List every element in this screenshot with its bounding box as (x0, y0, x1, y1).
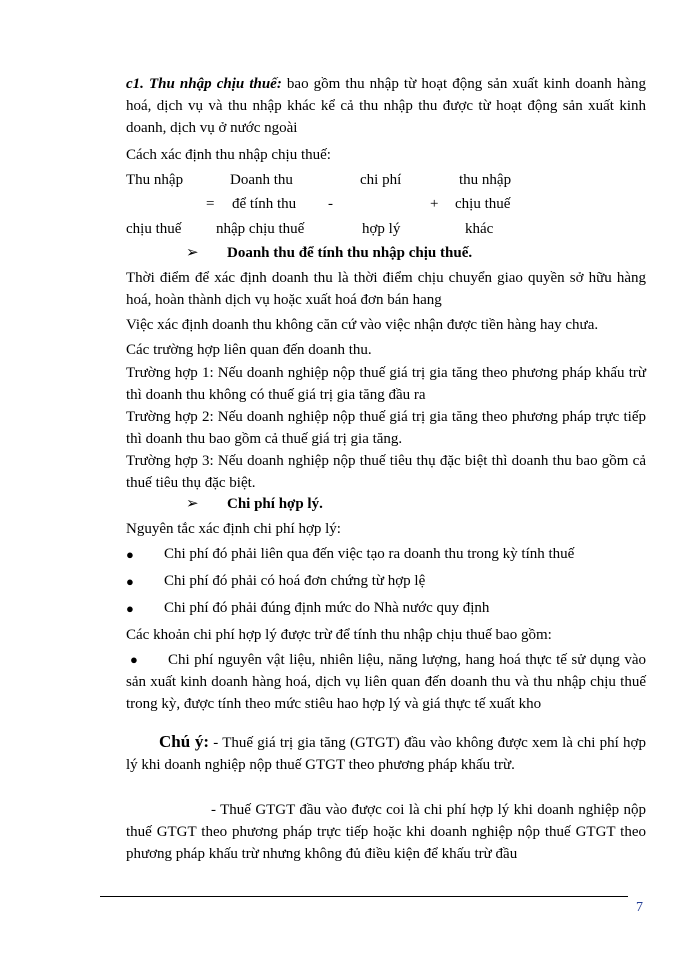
formula-plus: + (430, 196, 439, 212)
deductible-intro: Các khoản chi phí hợp lý được trừ để tính thu nhập chịu thuế bao gồm: (126, 627, 552, 643)
note-text-1: - Thuế giá trị gia tăng (GTGT) đầu vào không được xem là chi phí hợp lý khi doanh nghiệp nộp thuế GTGT theo phương pháp khấu trừ. (126, 735, 646, 773)
costs-principle: Nguyên tắc xác định chi phí hợp lý: (126, 521, 341, 537)
bullet-icon: ● (126, 574, 134, 589)
revenue-case-1: Trường hợp 1: Nếu doanh nghiệp nộp thuế giá trị gia tăng theo phương pháp khấu trừ thì doanh thu không có thuế giá trị gia tăng đầu ra (126, 365, 646, 403)
revenue-heading: Doanh thu để tính thu nhập chịu thuế. (227, 245, 473, 261)
costs-bullet-1: Chi phí đó phải liên qua đến việc tạo ra doanh thu trong kỳ tính thuế (164, 546, 575, 562)
note-paragraph-1 (126, 731, 646, 776)
formula-r3-c4: khác (465, 221, 494, 237)
costs-heading: Chi phí hợp lý. (227, 496, 323, 512)
revenue-paragraph-1: Thời điểm để xác định doanh thu là thời điểm chịu chuyển giao quyền sở hữu hàng hoá, hoàn thành dịch vụ hoặc xuất hoá đơn bán hang (126, 270, 646, 308)
formula-r1-c4: thu nhập (459, 172, 512, 188)
note-paragraph-2: - Thuế GTGT đầu vào được coi là chi phí hợp lý khi doanh nghiệp nộp thuế GTGT theo phương pháp trực tiếp hoặc khi doanh nghiệp nộp thuế GTGT theo phương pháp khấu trừ nhưng không đủ điều kiện để khấu trừ đầu (126, 802, 646, 862)
formula-r3-c1: chịu thuế (126, 221, 182, 237)
costs-bullet-2: Chi phí đó phải có hoá đơn chứng từ hợp lệ (164, 573, 426, 589)
arrow-bullet-icon: ➢ (186, 496, 199, 512)
formula-r1-c2: Doanh thu (230, 172, 293, 188)
formula-intro: Cách xác định thu nhập chịu thuế: (126, 147, 331, 163)
footer-divider (100, 896, 628, 897)
bullet-icon: ● (126, 601, 134, 616)
formula-minus: - (328, 196, 333, 212)
bullet-icon: ● (126, 547, 134, 562)
c1-paragraph (126, 73, 646, 139)
bullet-icon: ● (130, 652, 138, 667)
costs-bullet-3: Chi phí đó phải đúng định mức do Nhà nước quy định (164, 600, 490, 616)
c1-heading: c1. Thu nhập chịu thuế: (126, 76, 282, 92)
formula-r3-c3: hợp lý (362, 221, 401, 237)
arrow-bullet-icon: ➢ (186, 245, 199, 261)
deductible-item (126, 649, 646, 715)
note-label: Chú ý: (159, 732, 210, 751)
page-number: 7 (636, 900, 643, 915)
formula-r2-c4: chịu thuế (455, 196, 511, 212)
revenue-case-2: Trường hợp 2: Nếu doanh nghiệp nộp thuế giá trị gia tăng theo phương pháp trực tiếp thì doanh thu bao gồm cả thuế giá trị gia tăng. (126, 409, 646, 447)
revenue-paragraph-2: Việc xác định doanh thu không căn cứ vào việc nhận được tiền hàng hay chưa. (126, 317, 599, 333)
formula-r1-c1: Thu nhập (126, 172, 184, 188)
formula-r2-c2: để tính thu (232, 196, 297, 212)
deductible-item-text: Chi phí nguyên vật liệu, nhiên liệu, năng lượng, hang hoá thực tế sử dụng vào sản xuất kinh doanh hàng hoá, dịch vụ liên quan đến doanh thu và thu nhập chịu thuế trong kỳ, được tính theo mức stiêu hao hợp lý và giá thực tế xuất kho (126, 652, 646, 712)
formula-equals: = (206, 196, 215, 212)
c1-text: bao gồm thu nhập từ hoạt động sản xuất kinh doanh hàng hoá, dịch vụ và thu nhập khác kể cả thu nhập thu được từ hoạt động sản xuất kinh doanh, dịch vụ ở nước ngoài (126, 76, 646, 136)
formula-r1-c3: chi phí (360, 172, 402, 188)
revenue-case-3: Trường hợp 3: Nếu doanh nghiệp nộp thuế tiêu thụ đặc biệt thì doanh thu bao gồm cả thuế tiêu thụ đặc biệt. (126, 453, 646, 491)
formula-r3-c2: nhập chịu thuế (216, 221, 305, 237)
revenue-paragraph-3: Các trường hợp liên quan đến doanh thu. (126, 342, 372, 358)
